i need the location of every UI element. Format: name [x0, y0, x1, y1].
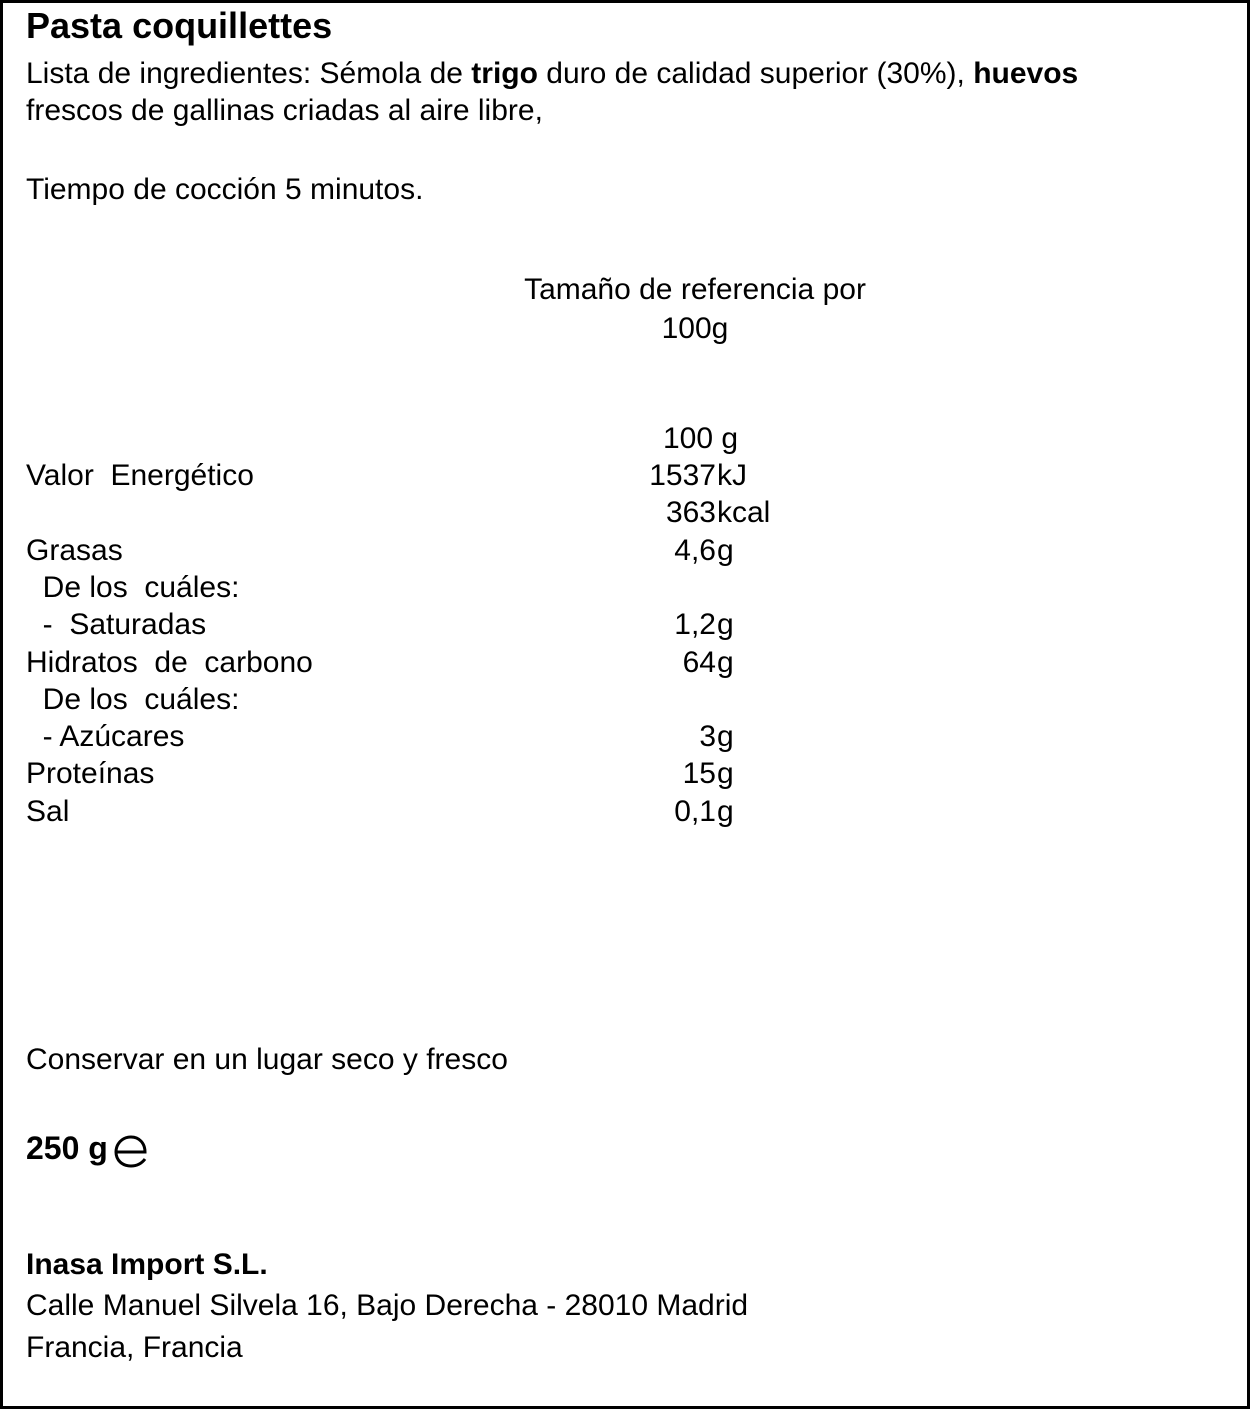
- company-address: Calle Manuel Silvela 16, Bajo Derecha - 28010 Madrid: [26, 1289, 749, 1322]
- nutrition-label: Valor Energético: [26, 459, 254, 492]
- reference-size-line-1: Tamaño de referencia por: [524, 273, 866, 306]
- nutrition-value: 1537: [649, 459, 716, 492]
- nutrition-label: Proteínas: [26, 757, 155, 790]
- nutrition-unit: kcal: [717, 496, 771, 529]
- ingredient-allergen-trigo: trigo: [471, 57, 538, 90]
- nutrition-unit: g: [717, 795, 734, 828]
- nutrition-unit: g: [717, 534, 734, 567]
- reference-size-line-2: 100g: [661, 312, 729, 345]
- nutrition-value: 363: [665, 496, 716, 529]
- e-mark-icon: [112, 1132, 150, 1170]
- ingredients-prefix: Lista de ingredientes: Sémola de: [26, 57, 472, 90]
- cooking-time: Tiempo de cocción 5 minutos.: [26, 173, 424, 206]
- net-weight: [26, 1128, 150, 1170]
- nutrition-value: 3: [699, 720, 716, 753]
- ingredients-line-2: frescos de gallinas criadas al aire libre,: [26, 94, 543, 127]
- company-country: Francia, Francia: [26, 1331, 243, 1364]
- nutrition-label: - Azúcares: [26, 720, 185, 753]
- nutrition-label: - Saturadas: [26, 608, 207, 641]
- nutrition-unit: g: [717, 720, 734, 753]
- nutrition-value: 1,2: [674, 608, 716, 641]
- nutrition-label: De los cuáles:: [26, 571, 240, 604]
- nutrition-unit: g: [717, 646, 734, 679]
- nutrition-column-header: 100 g: [663, 422, 739, 455]
- nutrition-label: Hidratos de carbono: [26, 646, 313, 679]
- storage-instructions: Conservar en un lugar seco y fresco: [26, 1043, 508, 1076]
- nutrition-unit: g: [717, 757, 734, 790]
- ingredients-mid: duro de calidad superior (30%),: [537, 57, 974, 90]
- company-name: Inasa Import S.L.: [26, 1248, 268, 1281]
- nutrition-value: 4,6: [674, 534, 716, 567]
- nutrition-value: 15: [682, 757, 716, 790]
- nutrition-value: 0,1: [674, 795, 716, 828]
- ingredients-line-1: [26, 56, 1078, 92]
- nutrition-unit: g: [717, 608, 734, 641]
- ingredient-allergen-huevos: huevos: [973, 57, 1079, 90]
- nutrition-label: Grasas: [26, 534, 123, 567]
- nutrition-label: De los cuáles:: [26, 683, 240, 716]
- net-weight-value: 250 g: [26, 1130, 108, 1166]
- nutrition-value: 64: [682, 646, 716, 679]
- nutrition-unit: kJ: [717, 459, 747, 492]
- nutrition-label: Sal: [26, 795, 70, 828]
- product-title: Pasta coquillettes: [26, 5, 333, 46]
